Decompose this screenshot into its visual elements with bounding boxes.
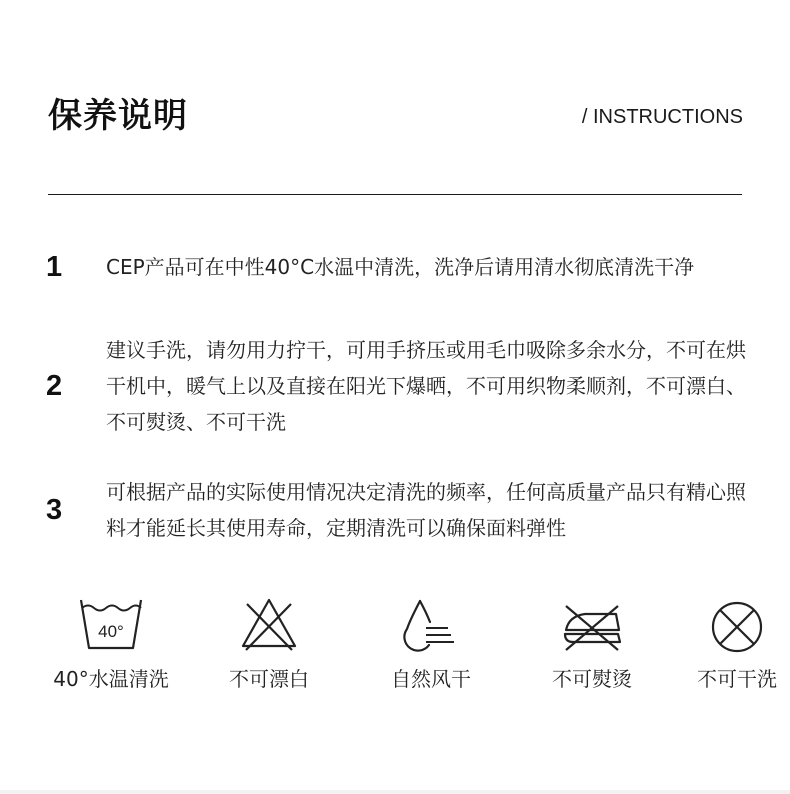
care-label: 不可漂白: [229, 667, 309, 691]
care-item-no-dry-clean: [662, 592, 790, 692]
header-divider: [48, 194, 742, 195]
instruction-item-1: [46, 249, 746, 285]
care-label: 自然风干: [391, 667, 471, 691]
care-item-wash: [36, 592, 186, 692]
no-bleach-icon: [234, 592, 304, 654]
page-subtitle: / INSTRUCTIONS: [581, 106, 743, 128]
care-label: 不可熨烫: [552, 667, 632, 691]
no-iron-icon: [557, 592, 627, 654]
instruction-number: 2: [46, 369, 63, 402]
care-item-natural-dry: [356, 592, 506, 692]
instruction-item-3: [46, 474, 746, 546]
instruction-text: 建议手洗，请勿用力拧干，可用手挤压或用毛巾吸除多余水分，不可在烘干机中，暖气上以及直接在阳光下爆晒，不可用织物柔顺剂，不可漂白、不可熨烫、不可干洗: [106, 338, 746, 434]
instruction-text: CEP产品可在中性40°C水温中清洗，洗净后请用清水彻底清洗干净: [106, 255, 695, 279]
care-item-no-iron: [517, 592, 667, 692]
instruction-item-2: [46, 332, 746, 440]
natural-dry-icon: [396, 592, 466, 654]
wash-temperature: 40°: [98, 622, 124, 641]
page-title: 保养说明: [48, 96, 188, 136]
care-item-no-bleach: [194, 592, 344, 692]
wash-40-icon: [76, 592, 146, 654]
bottom-band: [0, 790, 790, 794]
care-label: 不可干洗: [697, 667, 777, 691]
instruction-number: 3: [46, 493, 63, 526]
care-icons-row: [36, 592, 777, 712]
no-dry-clean-icon: [702, 592, 772, 654]
instruction-text: 可根据产品的实际使用情况决定清洗的频率，任何高质量产品只有精心照料才能延长其使用寿命，定期清洗可以确保面料弹性: [106, 480, 746, 540]
care-label: 40°水温清洗: [53, 667, 169, 691]
instruction-number: 1: [46, 250, 63, 283]
